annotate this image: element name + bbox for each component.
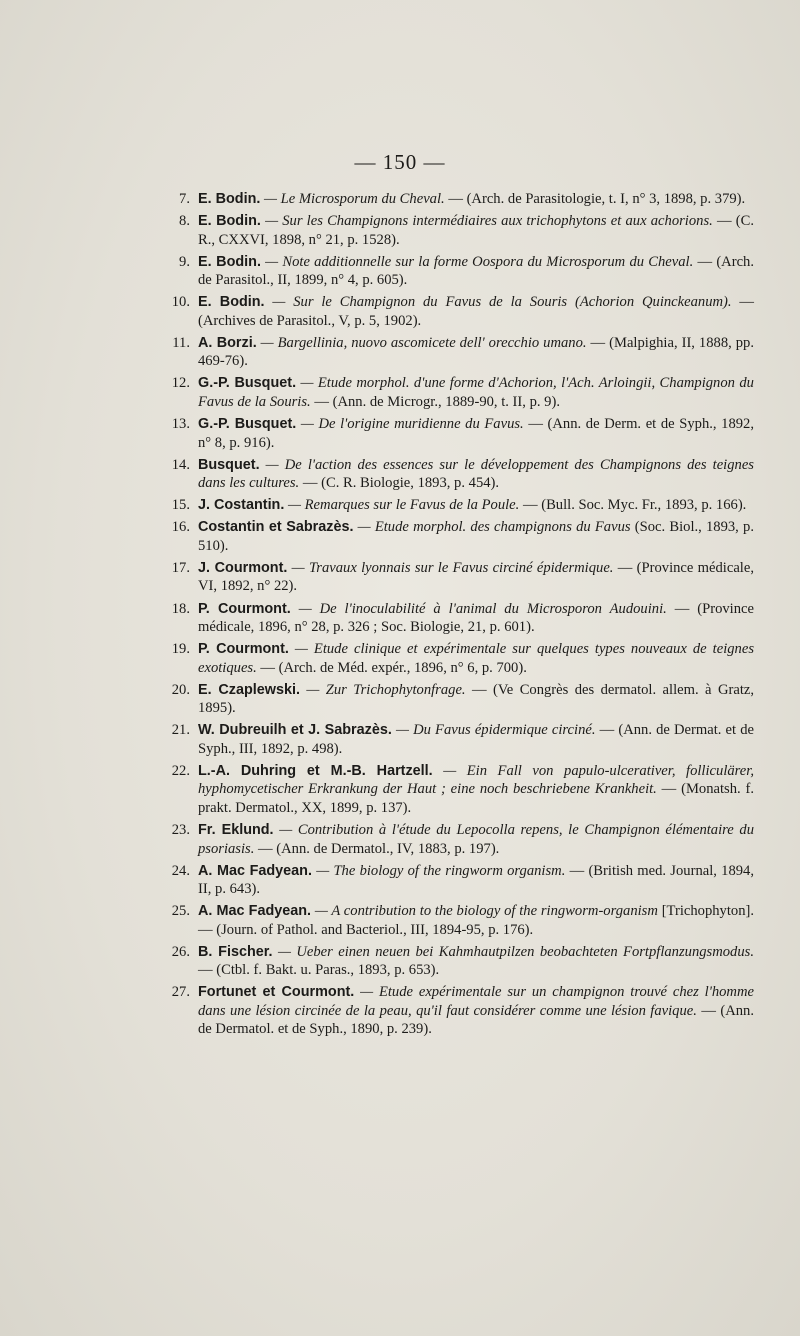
reference-number: 12.	[171, 375, 190, 392]
reference-source: — (Archives de Parasitol., V, p. 5, 1902).	[198, 294, 754, 329]
reference-source: — (C. R., CXXVI, 1898, n° 21, p. 1528).	[198, 213, 754, 248]
reference-author: E. Bodin.	[198, 294, 265, 311]
reference-title: — Remarques sur le Favus de la Poule.	[284, 497, 520, 514]
reference-number: 23.	[171, 822, 190, 838]
reference-item	[160, 212, 754, 249]
reference-number: 22.	[171, 762, 190, 779]
reference-number: 15.	[171, 497, 190, 514]
page-number: — 150 —	[354, 150, 446, 174]
reference-number: 9.	[179, 253, 190, 270]
reference-item	[160, 293, 754, 330]
reference-number: 8.	[179, 213, 190, 230]
reference-item	[160, 983, 754, 1039]
reference-number: 16.	[171, 519, 190, 536]
reference-number: 25.	[171, 903, 190, 920]
reference-title: — Ueber einen neuen bei Kahmhautpilzen beobachteten Fortpflanzungsmodus.	[272, 943, 754, 960]
reference-title: — Le Microsporum du Cheval.	[264, 191, 445, 207]
reference-author: G.-P. Busquet.	[198, 416, 297, 433]
reference-item	[160, 190, 754, 209]
reference-source: — (Ann. de Dermatol. et de Syph., 1890, p. 239).	[198, 1002, 754, 1038]
reference-author: J. Courmont.	[198, 559, 288, 576]
reference-list	[160, 190, 754, 1042]
reference-author: P. Courmont.	[198, 641, 289, 658]
reference-source: — (Bull. Soc. Myc. Fr., 1893, p. 166).	[519, 497, 747, 514]
reference-item	[160, 681, 754, 718]
reference-item	[160, 762, 754, 818]
reference-item	[160, 334, 754, 371]
reference-author: E. Bodin.	[198, 253, 261, 270]
reference-source: — (Province médicale, 1896, n° 28, p. 326 ; Soc. Biologie, 21, p. 601).	[198, 600, 754, 636]
reference-source: — (Ann. de Dermat. et de Syph., III, 1892, p. 498).	[198, 722, 754, 757]
reference-title: — The biology of the ringworm organism.	[311, 862, 566, 879]
reference-source: — (Ann. de Dermatol., IV, 1883, p. 197).	[254, 840, 500, 857]
reference-title: — De l'inoculabilité à l'animal du Microsporon Audouini.	[290, 600, 667, 617]
reference-number: 17.	[171, 559, 190, 576]
reference-number: 24.	[171, 862, 190, 879]
reference-title: — Ein Fall von papulo-ulcerativer, folliculärer, hyphomycetischer Erkrankung der Haut ; eine noch beschriebene Krankheit.	[198, 762, 754, 798]
reference-item	[160, 496, 754, 515]
reference-source: — (British med. Journal, 1894, II, p. 643).	[198, 862, 755, 898]
reference-title: — Etude morphol. des champignons du Favus	[353, 519, 631, 536]
reference-item	[160, 902, 754, 939]
reference-item	[160, 721, 754, 758]
reference-source: (Soc. Biol., 1893, p. 510).	[198, 519, 754, 554]
reference-title: — Etude morphol. d'une forme d'Achorion, l'Ach. Arloingii, Champignon du Favus de la Souris.	[198, 375, 754, 410]
reference-item	[160, 640, 754, 677]
reference-author: A. Mac Fadyean.	[198, 903, 312, 920]
reference-source: — (Ann. de Microgr., 1889-90, t. II, p. 9).	[310, 393, 560, 410]
reference-item	[160, 518, 754, 555]
reference-number: 19.	[171, 641, 190, 658]
reference-title: — Etude expérimentale sur un champignon trouvé chez l'homme dans une lésion circinée de la peau, qu'il faut considérer comme une lésion favique.	[198, 984, 754, 1019]
reference-source: — (Arch. de Méd. expér., 1896, n° 6, p. 700).	[256, 659, 527, 676]
reference-title: — A contribution to the biology of the ringworm-organism	[311, 903, 658, 920]
reference-title: — Etude clinique et expérimentale sur quelques types nouveaux de teignes exotiques.	[198, 641, 754, 676]
reference-number: 13.	[171, 416, 190, 433]
reference-title: — Note additionnelle sur la forme Oospora du Microsporum du Cheval.	[260, 253, 694, 270]
reference-source: — (Ann. de Derm. et de Syph., 1892, n° 8, p. 916).	[198, 416, 754, 451]
reference-title: — Bargellinia, nuovo ascomicete dell' orecchio umano.	[256, 334, 587, 351]
reference-item	[160, 943, 754, 980]
reference-author: G.-P. Busquet.	[198, 375, 297, 392]
reference-author: W. Dubreuilh et J. Sabrazès.	[198, 722, 392, 739]
reference-author: E. Czaplewski.	[198, 681, 300, 698]
reference-source: — (C. R. Biologie, 1893, p. 454).	[299, 475, 500, 492]
reference-author: A. Borzi.	[198, 334, 257, 351]
reference-author: Costantin et Sabrazès.	[198, 519, 354, 536]
reference-source: — (Ctbl. f. Bakt. u. Paras., 1893, p. 653).	[198, 962, 440, 979]
reference-author: Fortunet et Courmont.	[198, 984, 355, 1001]
reference-item	[160, 374, 754, 411]
reference-author: Busquet.	[198, 456, 260, 473]
reference-author: J. Costantin.	[198, 497, 285, 514]
reference-source: — (Malpighia, II, 1888, pp. 469-76).	[198, 334, 754, 370]
reference-item	[160, 456, 754, 493]
reference-author: E. Bodin.	[198, 191, 261, 207]
reference-number: 18.	[171, 600, 190, 617]
reference-author: L.-A. Duhring et M.-B. Hartzell.	[198, 762, 433, 779]
reference-number: 27.	[171, 984, 190, 1001]
reference-item	[160, 559, 754, 596]
reference-title: — De l'action des essences sur le développement des Champignons des teignes dans les cultures.	[198, 456, 754, 492]
reference-title: — Travaux lyonnais sur le Favus circiné épidermique.	[287, 559, 614, 576]
reference-title: — Contribution à l'étude du Lepocolla repens, le Champignon élémentaire du psoriasis.	[198, 822, 754, 857]
reference-item	[160, 415, 754, 452]
reference-item	[160, 862, 754, 899]
reference-source: — (Province médicale, VI, 1892, n° 22).	[198, 559, 754, 595]
reference-author: Fr. Eklund.	[198, 822, 274, 838]
reference-title: — Zur Trichophytonfrage.	[299, 681, 466, 698]
reference-number: 7.	[179, 191, 190, 207]
reference-item	[160, 821, 754, 858]
reference-author: P. Courmont.	[198, 600, 291, 617]
reference-title: — De l'origine muridienne du Favus.	[296, 416, 524, 433]
reference-title: — Sur le Champignon du Favus de la Souris (Achorion Quinckeanum).	[264, 294, 732, 311]
reference-source: [Trichophyton]. — (Journ. of Pathol. and Bacteriol., III, 1894-95, p. 176).	[198, 903, 754, 938]
reference-number: 20.	[171, 681, 190, 698]
reference-author: A. Mac Fadyean.	[198, 862, 312, 879]
reference-source: — (Arch. de Parasitologie, t. I, n° 3, 1898, p. 379).	[444, 191, 746, 207]
reference-item	[160, 600, 754, 637]
reference-author: E. Bodin.	[198, 213, 261, 230]
reference-number: 14.	[171, 456, 190, 473]
reference-number: 11.	[172, 334, 190, 351]
reference-number: 21.	[171, 722, 190, 739]
reference-number: 10.	[171, 294, 190, 311]
reference-title: — Sur les Champignons intermédiaires aux trichophytons et aux achorions.	[260, 213, 713, 230]
reference-number: 26.	[171, 943, 190, 960]
reference-item	[160, 253, 754, 290]
reference-source: — (Ve Congrès des dermatol. allem. à Gratz, 1895).	[198, 681, 754, 717]
reference-source: — (Monatsh. f. prakt. Dermatol., XX, 1899, p. 137).	[198, 781, 755, 816]
reference-title: — Du Favus épidermique circiné.	[391, 722, 596, 739]
reference-author: B. Fischer.	[198, 943, 273, 960]
reference-source: — (Arch. de Parasitol., II, 1899, n° 4, p. 605).	[198, 253, 755, 289]
